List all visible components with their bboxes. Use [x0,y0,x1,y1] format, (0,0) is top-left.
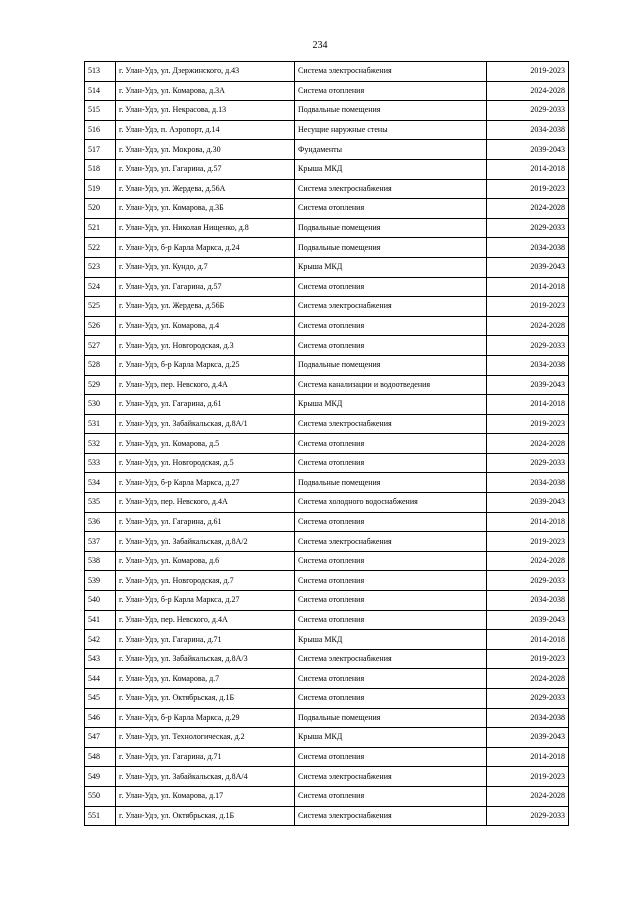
table-row [85,591,569,611]
address-cell: г. Улан-Удэ, ул. Гагарина, д.71 [116,747,295,767]
system-cell: Подвальные помещения [295,473,487,493]
table-row [85,630,569,650]
row-number-cell: 522 [85,238,116,258]
system-cell: Система отопления [295,591,487,611]
period-cell: 2019-2023 [487,62,569,82]
row-number-cell: 517 [85,140,116,160]
system-cell: Система электроснабжения [295,649,487,669]
table-row [85,355,569,375]
system-cell: Система электроснабжения [295,414,487,434]
row-number-cell: 515 [85,101,116,121]
period-cell: 2024-2028 [487,551,569,571]
table-row [85,81,569,101]
address-cell: г. Улан-Удэ, ул. Технологическая, д.2 [116,728,295,748]
period-cell: 2024-2028 [487,199,569,219]
period-cell: 2014-2018 [487,159,569,179]
period-cell: 2024-2028 [487,316,569,336]
address-cell: г. Улан-Удэ, пер. Невского, д.4А [116,493,295,513]
row-number-cell: 513 [85,62,116,82]
address-cell: г. Улан-Удэ, ул. Новгородская, д.7 [116,571,295,591]
system-cell: Крыша МКД [295,728,487,748]
address-cell: г. Улан-Удэ, ул. Мокрова, д.30 [116,140,295,160]
table-row [85,669,569,689]
system-cell: Система отопления [295,669,487,689]
row-number-cell: 530 [85,395,116,415]
table-row [85,297,569,317]
row-number-cell: 531 [85,414,116,434]
period-cell: 2019-2023 [487,297,569,317]
address-cell: г. Улан-Удэ, пер. Невского, д.4А [116,375,295,395]
system-cell: Крыша МКД [295,395,487,415]
system-cell: Система отопления [295,316,487,336]
address-cell: г. Улан-Удэ, ул. Гагарина, д.61 [116,395,295,415]
period-cell: 2034-2038 [487,473,569,493]
table-row [85,434,569,454]
row-number-cell: 520 [85,199,116,219]
address-cell: г. Улан-Удэ, ул. Гагарина, д.61 [116,512,295,532]
system-cell: Система электроснабжения [295,806,487,826]
period-cell: 2029-2033 [487,571,569,591]
address-cell: г. Улан-Удэ, ул. Комарова, д.17 [116,786,295,806]
address-cell: г. Улан-Удэ, ул. Кундо, д.7 [116,257,295,277]
address-cell: г. Улан-Удэ, ул. Забайкальская, д.8А/2 [116,532,295,552]
table-row [85,689,569,709]
system-cell: Система отопления [295,453,487,473]
address-cell: г. Улан-Удэ, ул. Некрасова, д.13 [116,101,295,121]
table-row [85,649,569,669]
system-cell: Подвальные помещения [295,355,487,375]
table-row [85,728,569,748]
address-cell: г. Улан-Удэ, ул. Гагарина, д.71 [116,630,295,650]
system-cell: Крыша МКД [295,630,487,650]
address-cell: г. Улан-Удэ, ул. Октябрьская, д.1Б [116,689,295,709]
table-row [85,493,569,513]
table-row [85,257,569,277]
row-number-cell: 524 [85,277,116,297]
system-cell: Крыша МКД [295,257,487,277]
row-number-cell: 521 [85,218,116,238]
table-row [85,747,569,767]
address-cell: г. Улан-Удэ, ул. Жердева, д.56А [116,179,295,199]
row-number-cell: 541 [85,610,116,630]
row-number-cell: 550 [85,786,116,806]
period-cell: 2019-2023 [487,414,569,434]
period-cell: 2034-2038 [487,355,569,375]
system-cell: Система отопления [295,747,487,767]
table-row [85,101,569,121]
row-number-cell: 527 [85,336,116,356]
address-cell: г. Улан-Удэ, ул. Новгородская, д.5 [116,453,295,473]
table-row [85,708,569,728]
address-cell: г. Улан-Удэ, ул. Комарова, д.5 [116,434,295,454]
system-cell: Система электроснабжения [295,532,487,552]
period-cell: 2029-2033 [487,689,569,709]
period-cell: 2039-2043 [487,140,569,160]
system-cell: Система канализации и водоотведения [295,375,487,395]
period-cell: 2039-2043 [487,610,569,630]
address-cell: г. Улан-Удэ, ул. Забайкальская, д.8А/4 [116,767,295,787]
address-cell: г. Улан-Удэ, б-р Карла Маркса, д.27 [116,473,295,493]
table-row [85,62,569,82]
system-cell: Подвальные помещения [295,238,487,258]
period-cell: 2024-2028 [487,81,569,101]
system-cell: Подвальные помещения [295,708,487,728]
table-row [85,786,569,806]
table-row [85,767,569,787]
table-row [85,140,569,160]
table-row [85,316,569,336]
row-number-cell: 551 [85,806,116,826]
table-row [85,199,569,219]
system-cell: Фундаменты [295,140,487,160]
table-row [85,551,569,571]
table-row [85,610,569,630]
system-cell: Система отопления [295,551,487,571]
period-cell: 2029-2033 [487,101,569,121]
system-cell: Крыша МКД [295,159,487,179]
system-cell: Система отопления [295,786,487,806]
table-row [85,414,569,434]
system-cell: Система отопления [295,336,487,356]
period-cell: 2014-2018 [487,512,569,532]
row-number-cell: 549 [85,767,116,787]
address-cell: г. Улан-Удэ, ул. Новгородская, д.3 [116,336,295,356]
system-cell: Система холодного водоснабжения [295,493,487,513]
period-cell: 2039-2043 [487,728,569,748]
address-cell: г. Улан-Удэ, ул. Дзержинского, д.43 [116,62,295,82]
table-row [85,473,569,493]
period-cell: 2029-2033 [487,336,569,356]
address-cell: г. Улан-Удэ, ул. Гагарина, д.57 [116,277,295,297]
table-body [85,62,569,826]
row-number-cell: 528 [85,355,116,375]
address-cell: г. Улан-Удэ, ул. Гагарина, д.57 [116,159,295,179]
system-cell: Система отопления [295,81,487,101]
table-row [85,277,569,297]
table-row [85,120,569,140]
table-row [85,375,569,395]
system-cell: Система отопления [295,571,487,591]
table-row [85,512,569,532]
period-cell: 2024-2028 [487,786,569,806]
table-row [85,571,569,591]
row-number-cell: 532 [85,434,116,454]
system-cell: Система отопления [295,199,487,219]
address-cell: г. Улан-Удэ, п. Аэропорт, д.14 [116,120,295,140]
period-cell: 2029-2033 [487,453,569,473]
period-cell: 2014-2018 [487,747,569,767]
row-number-cell: 526 [85,316,116,336]
table-row [85,179,569,199]
period-cell: 2019-2023 [487,179,569,199]
address-cell: г. Улан-Удэ, ул. Комарова, д.3А [116,81,295,101]
period-cell: 2014-2018 [487,277,569,297]
system-cell: Подвальные помещения [295,218,487,238]
row-number-cell: 548 [85,747,116,767]
address-cell: г. Улан-Удэ, ул. Комарова, д.3Б [116,199,295,219]
address-cell: г. Улан-Удэ, б-р Карла Маркса, д.27 [116,591,295,611]
period-cell: 2019-2023 [487,767,569,787]
row-number-cell: 529 [85,375,116,395]
row-number-cell: 533 [85,453,116,473]
row-number-cell: 543 [85,649,116,669]
table-row [85,806,569,826]
address-cell: г. Улан-Удэ, б-р Карла Маркса, д.29 [116,708,295,728]
row-number-cell: 519 [85,179,116,199]
page-number: 234 [312,40,328,51]
row-number-cell: 514 [85,81,116,101]
table-row [85,218,569,238]
address-cell: г. Улан-Удэ, ул. Николая Нищенко, д.8 [116,218,295,238]
row-number-cell: 547 [85,728,116,748]
row-number-cell: 518 [85,159,116,179]
period-cell: 2029-2033 [487,806,569,826]
period-cell: 2014-2018 [487,395,569,415]
address-cell: г. Улан-Удэ, ул. Комарова, д.4 [116,316,295,336]
row-number-cell: 516 [85,120,116,140]
period-cell: 2024-2028 [487,434,569,454]
system-cell: Система отопления [295,689,487,709]
address-cell: г. Улан-Удэ, б-р Карла Маркса, д.24 [116,238,295,258]
row-number-cell: 544 [85,669,116,689]
period-cell: 2039-2043 [487,493,569,513]
address-cell: г. Улан-Удэ, ул. Жердева, д.56Б [116,297,295,317]
address-cell: г. Улан-Удэ, б-р Карла Маркса, д.25 [116,355,295,375]
row-number-cell: 534 [85,473,116,493]
system-cell: Подвальные помещения [295,101,487,121]
period-cell: 2029-2033 [487,218,569,238]
period-cell: 2034-2038 [487,238,569,258]
table-row [85,453,569,473]
system-cell: Система отопления [295,610,487,630]
table-row [85,532,569,552]
system-cell: Несущие наружные стены [295,120,487,140]
system-cell: Система электроснабжения [295,179,487,199]
row-number-cell: 523 [85,257,116,277]
address-cell: г. Улан-Удэ, ул. Забайкальская, д.8А/3 [116,649,295,669]
address-cell: г. Улан-Удэ, ул. Октябрьская, д.1Б [116,806,295,826]
period-cell: 2034-2038 [487,708,569,728]
period-cell: 2039-2043 [487,257,569,277]
repair-schedule-table [84,61,569,826]
row-number-cell: 539 [85,571,116,591]
system-cell: Система электроснабжения [295,62,487,82]
system-cell: Система электроснабжения [295,297,487,317]
table-row [85,336,569,356]
row-number-cell: 542 [85,630,116,650]
address-cell: г. Улан-Удэ, ул. Комарова, д.6 [116,551,295,571]
period-cell: 2034-2038 [487,591,569,611]
period-cell: 2039-2043 [487,375,569,395]
row-number-cell: 537 [85,532,116,552]
period-cell: 2019-2023 [487,532,569,552]
row-number-cell: 546 [85,708,116,728]
row-number-cell: 538 [85,551,116,571]
table-row [85,238,569,258]
row-number-cell: 536 [85,512,116,532]
system-cell: Система электроснабжения [295,767,487,787]
system-cell: Система отопления [295,434,487,454]
system-cell: Система отопления [295,512,487,532]
row-number-cell: 525 [85,297,116,317]
row-number-cell: 535 [85,493,116,513]
period-cell: 2014-2018 [487,630,569,650]
period-cell: 2019-2023 [487,649,569,669]
address-cell: г. Улан-Удэ, ул. Комарова, д.7 [116,669,295,689]
period-cell: 2024-2028 [487,669,569,689]
system-cell: Система отопления [295,277,487,297]
address-cell: г. Улан-Удэ, пер. Невского, д.4А [116,610,295,630]
address-cell: г. Улан-Удэ, ул. Забайкальская, д.8А/1 [116,414,295,434]
period-cell: 2034-2038 [487,120,569,140]
table-row [85,159,569,179]
table-row [85,395,569,415]
row-number-cell: 540 [85,591,116,611]
row-number-cell: 545 [85,689,116,709]
